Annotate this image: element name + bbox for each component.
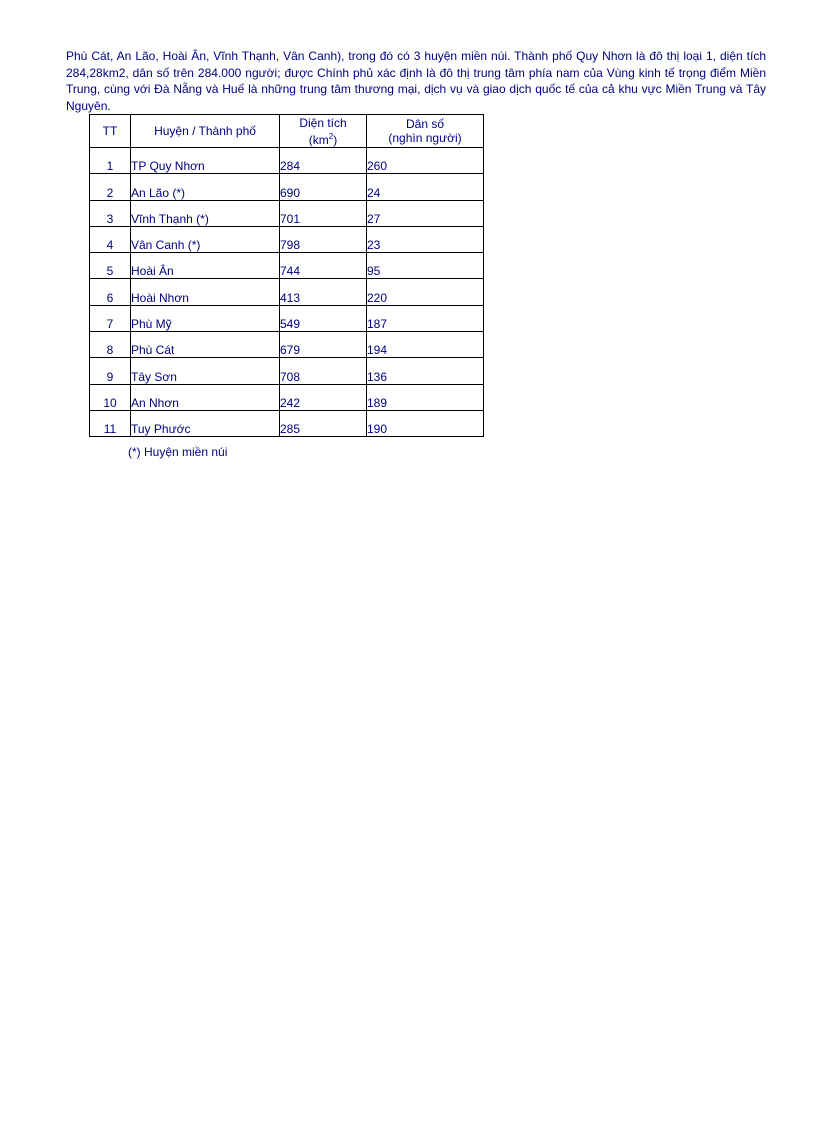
header-name: Huyện / Thành phố xyxy=(131,115,280,148)
table-header-row xyxy=(90,115,484,148)
cell-name: Tây Sơn xyxy=(131,358,280,384)
cell-tt: 3 xyxy=(90,200,131,226)
cell-area: 744 xyxy=(280,253,367,279)
table-row xyxy=(90,200,484,226)
cell-name: TP Quy Nhơn xyxy=(131,148,280,174)
cell-pop: 24 xyxy=(367,174,484,200)
cell-tt: 6 xyxy=(90,279,131,305)
cell-pop: 189 xyxy=(367,384,484,410)
header-area-unit-sup: 2 xyxy=(328,131,334,141)
header-pop xyxy=(367,115,484,148)
header-area-unit xyxy=(309,133,337,147)
cell-name: Vĩnh Thạnh (*) xyxy=(131,200,280,226)
cell-pop: 260 xyxy=(367,148,484,174)
cell-tt: 2 xyxy=(90,174,131,200)
cell-name: Hoài Ân xyxy=(131,253,280,279)
cell-name: An Nhơn xyxy=(131,384,280,410)
cell-pop: 27 xyxy=(367,200,484,226)
cell-pop: 194 xyxy=(367,332,484,358)
cell-name: Phù Mỹ xyxy=(131,305,280,331)
cell-tt: 4 xyxy=(90,226,131,252)
cell-name: Phù Cát xyxy=(131,332,280,358)
table-row xyxy=(90,305,484,331)
cell-name: Vân Canh (*) xyxy=(131,226,280,252)
cell-area: 679 xyxy=(280,332,367,358)
header-pop-label: Dân số xyxy=(405,117,445,131)
cell-pop: 136 xyxy=(367,358,484,384)
cell-pop: 23 xyxy=(367,226,484,252)
header-pop-unit: (nghìn người) xyxy=(388,131,462,145)
table-row xyxy=(90,253,484,279)
cell-area: 285 xyxy=(280,410,367,436)
table-row xyxy=(90,358,484,384)
cell-tt: 5 xyxy=(90,253,131,279)
cell-area: 413 xyxy=(280,279,367,305)
table-row xyxy=(90,279,484,305)
cell-tt: 1 xyxy=(90,148,131,174)
cell-area: 701 xyxy=(280,200,367,226)
header-area-label: Diện tích xyxy=(299,115,347,130)
cell-area: 690 xyxy=(280,174,367,200)
cell-area: 708 xyxy=(280,358,367,384)
table-row xyxy=(90,384,484,410)
table-row xyxy=(90,174,484,200)
cell-tt: 8 xyxy=(90,332,131,358)
cell-pop: 187 xyxy=(367,305,484,331)
intro-paragraph: Phù Cát, An Lão, Hoài Ân, Vĩnh Thạnh, Vân Canh), trong đó có 3 huyện miền núi. Thành phố Quy Nhơn là đô thị loại 1, diện tích 284,28km2, dân số trên 284.000 người; được Chính phủ xác định là đô thị trung tâm phía nam của Vùng kinh tế trọng điểm Miền Trung, cùng với Đà Nẵng và Huế là những trung tâm thương mại, dịch vụ và giao dịch quốc tế của cả khu vực Miền Trung và Tây Nguyên. xyxy=(66,49,766,113)
cell-pop: 190 xyxy=(367,410,484,436)
table-row xyxy=(90,332,484,358)
cell-name: Hoài Nhơn xyxy=(131,279,280,305)
footnote: (*) Huyện miền núi xyxy=(128,445,228,459)
cell-pop: 220 xyxy=(367,279,484,305)
cell-area: 284 xyxy=(280,148,367,174)
cell-area: 798 xyxy=(280,226,367,252)
cell-tt: 9 xyxy=(90,358,131,384)
table-row xyxy=(90,148,484,174)
table-body xyxy=(90,148,484,437)
cell-name: Tuy Phước xyxy=(131,410,280,436)
header-area-unit-suffix: ) xyxy=(333,132,338,147)
cell-tt: 10 xyxy=(90,384,131,410)
table-row xyxy=(90,410,484,436)
header-tt: TT xyxy=(90,115,131,148)
cell-area: 242 xyxy=(280,384,367,410)
cell-tt: 11 xyxy=(90,410,131,436)
cell-name: An Lão (*) xyxy=(131,174,280,200)
table-row xyxy=(90,226,484,252)
header-area xyxy=(280,115,367,148)
header-area-unit-prefix: (km xyxy=(308,132,329,147)
cell-pop: 95 xyxy=(367,253,484,279)
district-table xyxy=(89,114,484,437)
cell-area: 549 xyxy=(280,305,367,331)
cell-tt: 7 xyxy=(90,305,131,331)
